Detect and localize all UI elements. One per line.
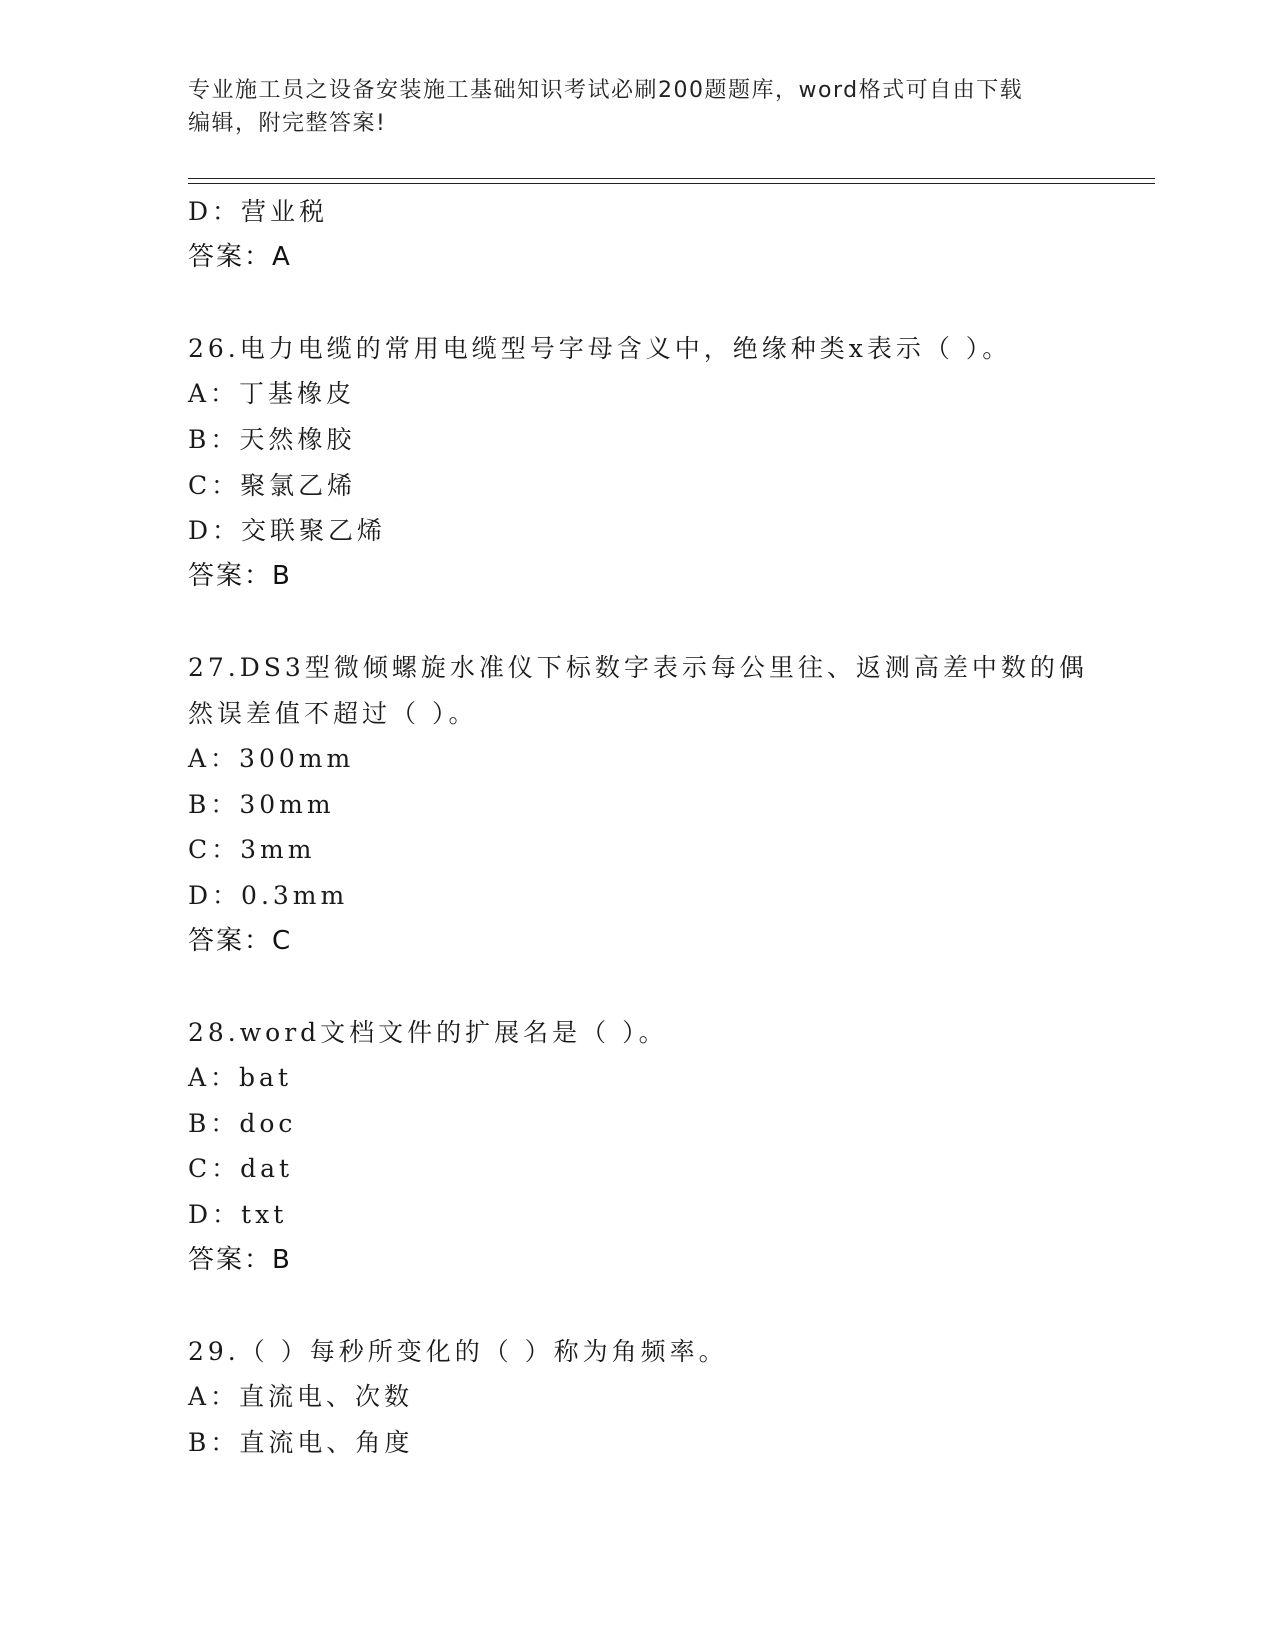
header-divider-bottom <box>188 183 1155 184</box>
option-line: C：dat <box>188 1154 294 1184</box>
question-26 <box>188 326 1128 600</box>
question-stem <box>188 1329 1088 1375</box>
option-line: D：txt <box>188 1200 288 1230</box>
question-stem <box>188 326 1088 372</box>
answer-line: 答案：B <box>188 560 292 591</box>
stem-line: 然误差值不超过（ ）。 <box>188 698 478 728</box>
stem-line: 27.DS3型微倾螺旋水准仪下标数字表示每公里往、返测高差中数的偶 <box>188 652 1088 682</box>
option-line: B：doc <box>188 1108 297 1138</box>
header-line-1: 专业施工员之设备安装施工基础知识考试必刷200题题库，word格式可自由下载 <box>188 78 1024 103</box>
header-divider-top <box>188 178 1155 179</box>
spacer <box>188 599 1128 645</box>
option-line: D：0.3mm <box>188 880 349 910</box>
question-27 <box>188 645 1128 964</box>
option-line: C：3mm <box>188 835 316 865</box>
question-28 <box>188 1010 1128 1284</box>
document-header <box>188 74 1088 140</box>
option-line: D：交联聚乙烯 <box>188 516 387 546</box>
header-line-2: 编辑，附完整答案! <box>188 111 387 136</box>
option-line: B：30mm <box>188 789 335 819</box>
spacer <box>188 280 1128 326</box>
stem-line: 26.电力电缆的常用电缆型号字母含义中，绝缘种类x表示（ ）。 <box>188 333 1012 363</box>
question-stem <box>188 645 1088 736</box>
option-line: A：300mm <box>188 744 355 774</box>
option-line: A：丁基橡皮 <box>188 379 356 409</box>
document-body <box>188 189 1128 1466</box>
option-line: C：聚氯乙烯 <box>188 470 357 500</box>
option-line: D：营业税 <box>188 197 329 226</box>
answer-line: 答案：C <box>188 925 293 956</box>
option-line: A：bat <box>188 1063 293 1093</box>
stem-line: 29.（ ）每秒所变化的（ ）称为角频率。 <box>188 1336 728 1366</box>
option-line: B：直流电、角度 <box>188 1428 414 1458</box>
spacer <box>188 964 1128 1010</box>
option-line: A：直流电、次数 <box>188 1382 414 1412</box>
answer-line: 答案：B <box>188 1244 292 1275</box>
option-line: B：天然橡胶 <box>188 424 356 454</box>
stem-line: 28.word文档文件的扩展名是（ ）。 <box>188 1017 668 1047</box>
question-stem <box>188 1010 1088 1056</box>
answer-line: 答案：A <box>188 241 292 272</box>
question-29 <box>188 1329 1128 1466</box>
spacer <box>188 1283 1128 1329</box>
